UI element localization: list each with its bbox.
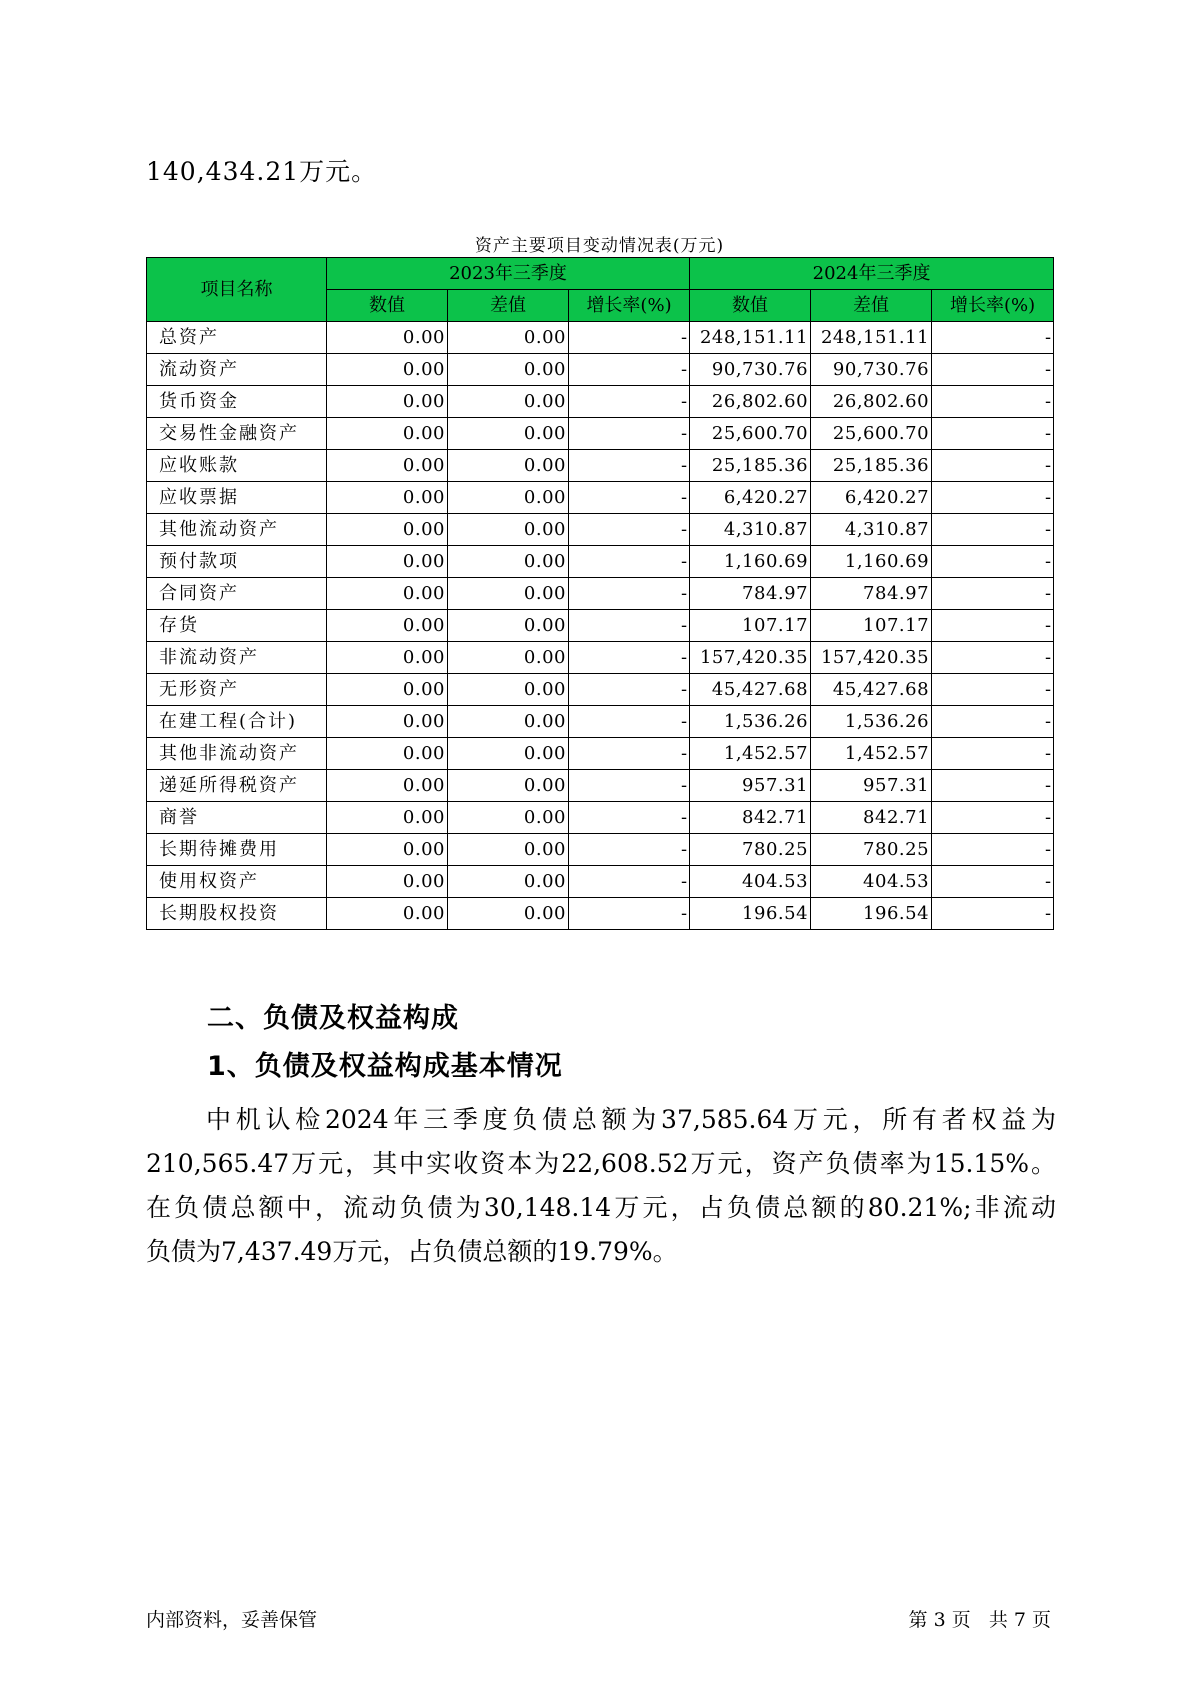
cell-growth-2023: - bbox=[569, 802, 690, 834]
cell-growth-2023: - bbox=[569, 642, 690, 674]
table-row bbox=[147, 418, 1054, 450]
cell-value-2024: 1,160.69 bbox=[690, 546, 811, 578]
cell-growth-2024: - bbox=[932, 386, 1054, 418]
cell-growth-2024: - bbox=[932, 674, 1054, 706]
cell-diff-2023: 0.00 bbox=[448, 386, 569, 418]
cell-diff-2023: 0.00 bbox=[448, 834, 569, 866]
cell-diff-2023: 0.00 bbox=[448, 802, 569, 834]
cell-value-2024: 842.71 bbox=[690, 802, 811, 834]
cell-diff-2023: 0.00 bbox=[448, 354, 569, 386]
cell-growth-2023: - bbox=[569, 578, 690, 610]
lead-text: 140,434.21万元。 bbox=[146, 157, 378, 186]
cell-diff-2023: 0.00 bbox=[448, 578, 569, 610]
cell-value-2023: 0.00 bbox=[327, 546, 448, 578]
header-period-2024: 2024年三季度 bbox=[690, 258, 1054, 290]
header-diff-2024: 差值 bbox=[811, 290, 932, 322]
cell-diff-2024: 404.53 bbox=[811, 866, 932, 898]
liability-equity-paragraph bbox=[146, 1098, 1056, 1274]
cell-diff-2024: 784.97 bbox=[811, 578, 932, 610]
cell-growth-2023: - bbox=[569, 898, 690, 930]
cell-growth-2024: - bbox=[932, 770, 1054, 802]
row-item-name: 非流动资产 bbox=[147, 642, 327, 674]
cell-growth-2024: - bbox=[932, 610, 1054, 642]
cell-value-2023: 0.00 bbox=[327, 450, 448, 482]
cell-diff-2023: 0.00 bbox=[448, 546, 569, 578]
cell-diff-2023: 0.00 bbox=[448, 450, 569, 482]
cell-diff-2024: 1,452.57 bbox=[811, 738, 932, 770]
cell-growth-2024: - bbox=[932, 514, 1054, 546]
header-diff-2023: 差值 bbox=[448, 290, 569, 322]
cell-diff-2024: 842.71 bbox=[811, 802, 932, 834]
paragraph-line: 中机认检2024年三季度负债总额为37,585.64万元，所有者权益为 bbox=[206, 1105, 1056, 1134]
cell-value-2023: 0.00 bbox=[327, 770, 448, 802]
cell-diff-2023: 0.00 bbox=[448, 706, 569, 738]
cell-value-2023: 0.00 bbox=[327, 834, 448, 866]
cell-growth-2024: - bbox=[932, 642, 1054, 674]
cell-value-2023: 0.00 bbox=[327, 898, 448, 930]
cell-diff-2024: 957.31 bbox=[811, 770, 932, 802]
cell-diff-2023: 0.00 bbox=[448, 418, 569, 450]
table-row bbox=[147, 322, 1054, 354]
cell-diff-2024: 1,536.26 bbox=[811, 706, 932, 738]
cell-value-2023: 0.00 bbox=[327, 386, 448, 418]
cell-growth-2024: - bbox=[932, 898, 1054, 930]
cell-diff-2023: 0.00 bbox=[448, 482, 569, 514]
cell-growth-2023: - bbox=[569, 738, 690, 770]
table-row bbox=[147, 706, 1054, 738]
cell-growth-2024: - bbox=[932, 802, 1054, 834]
cell-value-2023: 0.00 bbox=[327, 514, 448, 546]
table-row bbox=[147, 354, 1054, 386]
table-row bbox=[147, 802, 1054, 834]
cell-growth-2023: - bbox=[569, 354, 690, 386]
row-item-name: 应收账款 bbox=[147, 450, 327, 482]
cell-value-2023: 0.00 bbox=[327, 610, 448, 642]
page-current: 第 3 页 bbox=[908, 1609, 971, 1631]
row-item-name: 交易性金融资产 bbox=[147, 418, 327, 450]
cell-growth-2023: - bbox=[569, 770, 690, 802]
cell-value-2024: 4,310.87 bbox=[690, 514, 811, 546]
cell-growth-2024: - bbox=[932, 738, 1054, 770]
cell-diff-2023: 0.00 bbox=[448, 322, 569, 354]
cell-value-2024: 957.31 bbox=[690, 770, 811, 802]
footer-confidential-note: 内部资料，妥善保管 bbox=[146, 1609, 318, 1631]
cell-diff-2023: 0.00 bbox=[448, 642, 569, 674]
cell-value-2024: 26,802.60 bbox=[690, 386, 811, 418]
cell-diff-2024: 25,185.36 bbox=[811, 450, 932, 482]
table-row bbox=[147, 834, 1054, 866]
cell-growth-2024: - bbox=[932, 578, 1054, 610]
cell-growth-2024: - bbox=[932, 418, 1054, 450]
row-item-name: 商誉 bbox=[147, 802, 327, 834]
cell-growth-2024: - bbox=[932, 482, 1054, 514]
header-growth-2024: 增长率(%) bbox=[932, 290, 1054, 322]
cell-diff-2024: 1,160.69 bbox=[811, 546, 932, 578]
row-item-name: 长期股权投资 bbox=[147, 898, 327, 930]
asset-change-table bbox=[146, 257, 1054, 930]
row-item-name: 长期待摊费用 bbox=[147, 834, 327, 866]
header-period-2023: 2023年三季度 bbox=[327, 258, 690, 290]
table-row bbox=[147, 770, 1054, 802]
row-item-name: 递延所得税资产 bbox=[147, 770, 327, 802]
cell-value-2024: 90,730.76 bbox=[690, 354, 811, 386]
cell-growth-2023: - bbox=[569, 514, 690, 546]
cell-value-2023: 0.00 bbox=[327, 866, 448, 898]
row-item-name: 总资产 bbox=[147, 322, 327, 354]
row-item-name: 预付款项 bbox=[147, 546, 327, 578]
cell-value-2024: 157,420.35 bbox=[690, 642, 811, 674]
cell-value-2024: 107.17 bbox=[690, 610, 811, 642]
row-item-name: 存货 bbox=[147, 610, 327, 642]
table-row bbox=[147, 386, 1054, 418]
cell-value-2024: 404.53 bbox=[690, 866, 811, 898]
table-row bbox=[147, 514, 1054, 546]
table-row bbox=[147, 674, 1054, 706]
table-row bbox=[147, 450, 1054, 482]
row-item-name: 在建工程(合计) bbox=[147, 706, 327, 738]
cell-value-2024: 784.97 bbox=[690, 578, 811, 610]
cell-growth-2024: - bbox=[932, 546, 1054, 578]
row-item-name: 应收票据 bbox=[147, 482, 327, 514]
row-item-name: 其他非流动资产 bbox=[147, 738, 327, 770]
cell-diff-2023: 0.00 bbox=[448, 770, 569, 802]
cell-diff-2024: 6,420.27 bbox=[811, 482, 932, 514]
cell-value-2023: 0.00 bbox=[327, 418, 448, 450]
table-row bbox=[147, 738, 1054, 770]
cell-diff-2024: 25,600.70 bbox=[811, 418, 932, 450]
cell-diff-2023: 0.00 bbox=[448, 674, 569, 706]
section-heading: 二、负债及权益构成 bbox=[207, 1003, 459, 1034]
cell-growth-2023: - bbox=[569, 322, 690, 354]
cell-growth-2023: - bbox=[569, 546, 690, 578]
cell-value-2023: 0.00 bbox=[327, 706, 448, 738]
cell-value-2024: 25,185.36 bbox=[690, 450, 811, 482]
cell-diff-2023: 0.00 bbox=[448, 898, 569, 930]
cell-value-2023: 0.00 bbox=[327, 738, 448, 770]
cell-growth-2024: - bbox=[932, 450, 1054, 482]
cell-diff-2024: 26,802.60 bbox=[811, 386, 932, 418]
header-value-2023: 数值 bbox=[327, 290, 448, 322]
row-item-name: 货币资金 bbox=[147, 386, 327, 418]
cell-value-2023: 0.00 bbox=[327, 322, 448, 354]
header-item-name: 项目名称 bbox=[147, 258, 327, 322]
cell-growth-2024: - bbox=[932, 354, 1054, 386]
table-row bbox=[147, 866, 1054, 898]
table-row bbox=[147, 482, 1054, 514]
cell-diff-2024: 780.25 bbox=[811, 834, 932, 866]
row-item-name: 合同资产 bbox=[147, 578, 327, 610]
header-value-2024: 数值 bbox=[690, 290, 811, 322]
cell-diff-2024: 90,730.76 bbox=[811, 354, 932, 386]
cell-value-2023: 0.00 bbox=[327, 802, 448, 834]
row-item-name: 流动资产 bbox=[147, 354, 327, 386]
cell-diff-2024: 107.17 bbox=[811, 610, 932, 642]
table-body bbox=[147, 322, 1054, 930]
cell-diff-2024: 45,427.68 bbox=[811, 674, 932, 706]
table-row bbox=[147, 898, 1054, 930]
cell-growth-2024: - bbox=[932, 706, 1054, 738]
page-total: 共 7 页 bbox=[988, 1609, 1051, 1631]
cell-value-2024: 25,600.70 bbox=[690, 418, 811, 450]
subsection-heading: 1、负债及权益构成基本情况 bbox=[207, 1051, 563, 1082]
cell-diff-2023: 0.00 bbox=[448, 738, 569, 770]
cell-value-2024: 1,536.26 bbox=[690, 706, 811, 738]
header-growth-2023: 增长率(%) bbox=[569, 290, 690, 322]
cell-growth-2023: - bbox=[569, 482, 690, 514]
cell-growth-2023: - bbox=[569, 610, 690, 642]
table-row bbox=[147, 642, 1054, 674]
cell-diff-2024: 4,310.87 bbox=[811, 514, 932, 546]
cell-growth-2023: - bbox=[569, 386, 690, 418]
paragraph-line: 在负债总额中，流动负债为30,148.14万元，占负债总额的80.21%;非流动 bbox=[146, 1193, 1056, 1222]
cell-value-2024: 1,452.57 bbox=[690, 738, 811, 770]
paragraph-line: 负债为7,437.49万元，占负债总额的19.79%。 bbox=[146, 1237, 678, 1266]
cell-value-2024: 196.54 bbox=[690, 898, 811, 930]
cell-value-2023: 0.00 bbox=[327, 578, 448, 610]
footer-page-number bbox=[909, 1605, 1051, 1632]
cell-growth-2024: - bbox=[932, 322, 1054, 354]
cell-value-2023: 0.00 bbox=[327, 482, 448, 514]
table-caption: 资产主要项目变动情况表(万元) bbox=[474, 236, 725, 256]
paragraph-line: 210,565.47万元，其中实收资本为22,608.52万元，资产负债率为15.15%。 bbox=[146, 1149, 1056, 1178]
cell-value-2023: 0.00 bbox=[327, 354, 448, 386]
cell-growth-2023: - bbox=[569, 674, 690, 706]
cell-growth-2023: - bbox=[569, 706, 690, 738]
cell-growth-2023: - bbox=[569, 450, 690, 482]
cell-growth-2024: - bbox=[932, 866, 1054, 898]
cell-diff-2024: 248,151.11 bbox=[811, 322, 932, 354]
table-row bbox=[147, 610, 1054, 642]
cell-growth-2023: - bbox=[569, 834, 690, 866]
table-row bbox=[147, 546, 1054, 578]
cell-value-2023: 0.00 bbox=[327, 642, 448, 674]
cell-diff-2024: 196.54 bbox=[811, 898, 932, 930]
cell-growth-2024: - bbox=[932, 834, 1054, 866]
row-item-name: 无形资产 bbox=[147, 674, 327, 706]
cell-diff-2023: 0.00 bbox=[448, 866, 569, 898]
row-item-name: 其他流动资产 bbox=[147, 514, 327, 546]
cell-diff-2023: 0.00 bbox=[448, 610, 569, 642]
cell-value-2024: 6,420.27 bbox=[690, 482, 811, 514]
cell-value-2024: 248,151.11 bbox=[690, 322, 811, 354]
table-row bbox=[147, 578, 1054, 610]
cell-value-2024: 780.25 bbox=[690, 834, 811, 866]
cell-growth-2023: - bbox=[569, 866, 690, 898]
cell-growth-2023: - bbox=[569, 418, 690, 450]
cell-diff-2024: 157,420.35 bbox=[811, 642, 932, 674]
cell-diff-2023: 0.00 bbox=[448, 514, 569, 546]
cell-value-2023: 0.00 bbox=[327, 674, 448, 706]
cell-value-2024: 45,427.68 bbox=[690, 674, 811, 706]
row-item-name: 使用权资产 bbox=[147, 866, 327, 898]
